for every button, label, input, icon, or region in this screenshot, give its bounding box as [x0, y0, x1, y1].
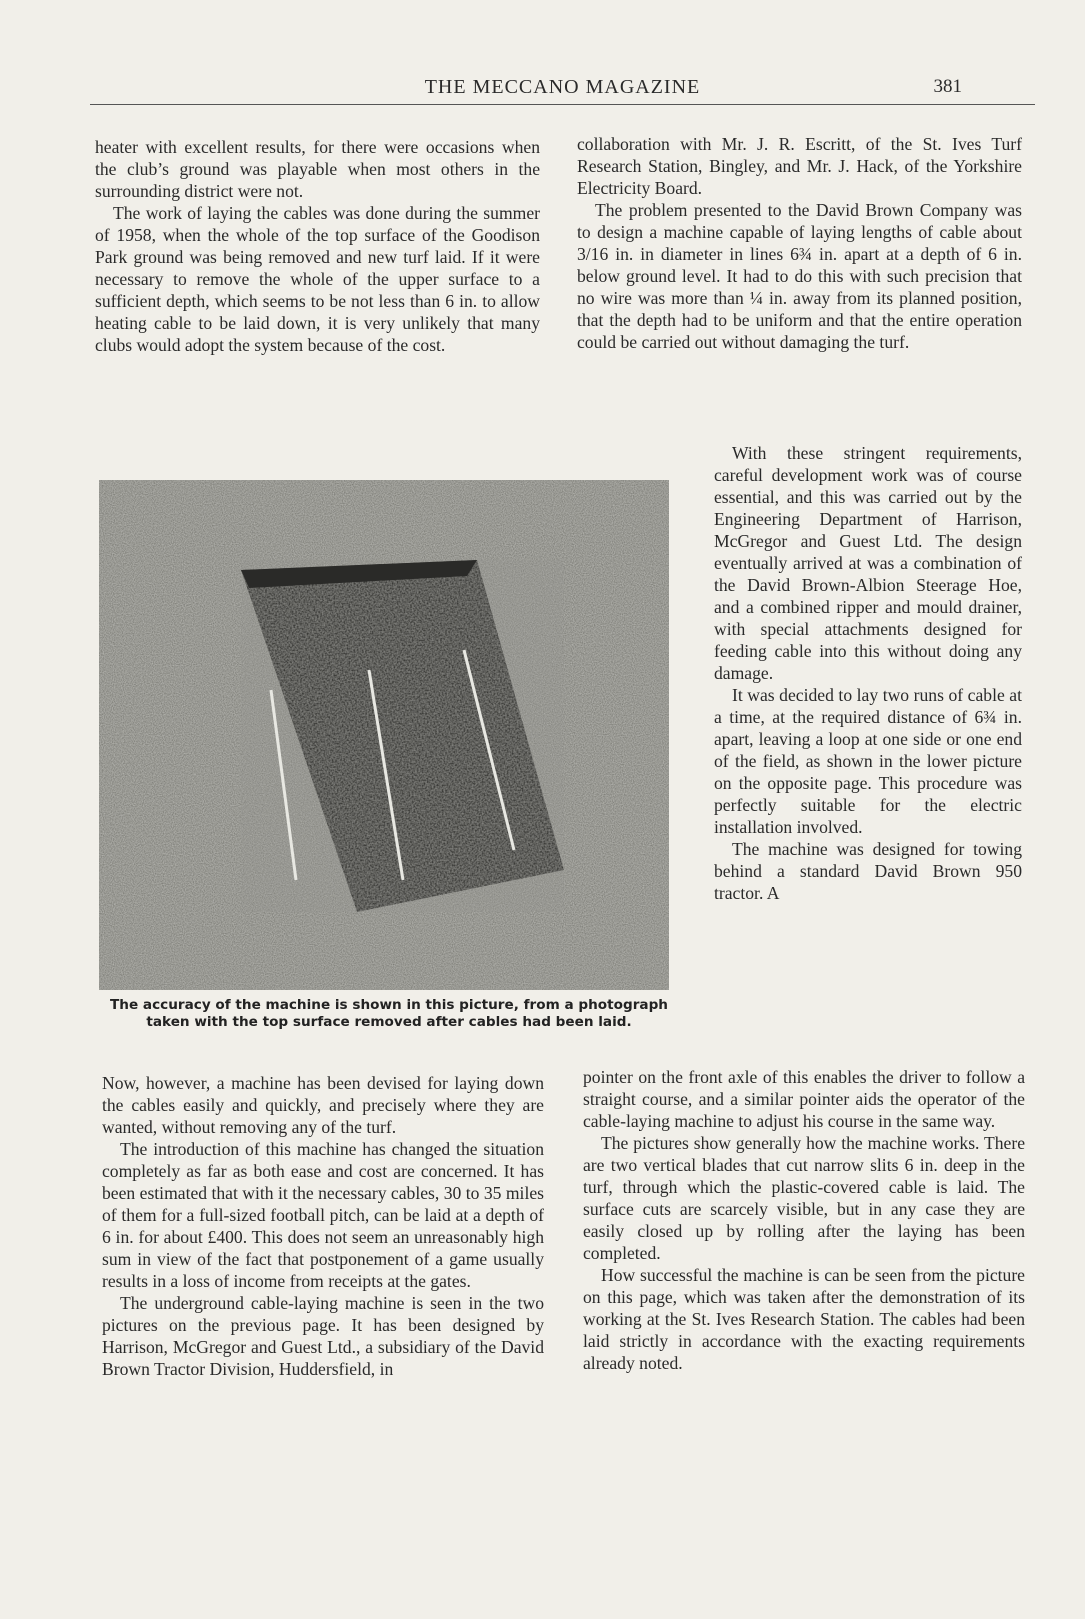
page-number: 381	[933, 76, 962, 97]
paragraph: The pictures show generally how the machine works. There are two vertical blades that cut narrow slits 6 in. deep in the turf, through which the plastic-covered cable is laid. The surface cuts are scarcely visible, but in any case they are easily closed up by rolling after the laying has been completed.	[583, 1133, 1025, 1263]
paragraph: heater with excellent results, for there were occasions when the club’s ground was playable when most others in the surrounding district were not.	[95, 137, 540, 201]
right-column-middle	[714, 442, 1022, 904]
paragraph: The problem presented to the David Brown Company was to design a machine capable of laying lengths of cable about 3/16 in. in diameter in lines 6¾ in. apart at a depth of 6 in. below ground level. It had to do this with such precision that no wire was more than ¼ in. away from its planned position, that the depth had to be uniform and that the entire operation could be carried out without damaging the turf.	[577, 200, 1022, 352]
paragraph: The introduction of this machine has changed the situation completely as far as both ease and cost are concerned. It has been estimated that with it the necessary cables, 30 to 35 miles of them for a full-sized football pitch, can be laid at a depth of 6 in. for about £400. This does not seem an unreasonably high sum in view of the fact that postponement of a game usually results in a loss of income from receipts at the gates.	[102, 1139, 544, 1291]
left-column-bottom	[102, 1072, 544, 1380]
caption-line: taken with the top surface removed after cables had been laid.	[146, 1014, 632, 1030]
paragraph: Now, however, a machine has been devised for laying down the cables easily and quickly, and precisely where they are wanted, without removing any of the turf.	[102, 1073, 544, 1137]
magazine-title: THE MECCANO MAGAZINE	[424, 76, 701, 98]
paragraph: The work of laying the cables was done during the summer of 1958, when the whole of the top surface of the Goodison Park ground was being removed and new turf laid. If it were necessary to remove the whole of the upper surface to a sufficient depth, which seems to be not less than 6 in. to allow heating cable to be laid down, it is very unlikely that many clubs would adopt the system because of the cost.	[95, 203, 540, 355]
page-header	[90, 74, 1035, 105]
paragraph: The underground cable-laying machine is seen in the two pictures on the previous page. It has been designed by Harrison, McGregor and Guest Ltd., a subsidiary of the David Brown Tractor Division, Huddersfield, in	[102, 1293, 544, 1379]
paragraph: The machine was designed for towing behind a standard David Brown 950 tractor. A	[714, 839, 1022, 903]
paragraph: With these stringent requirements, careful development work was of course essential, and this was carried out by the Engineering Department of Harrison, McGregor and Guest Ltd. The design eventually arrived at was a combination of the David Brown-Albion Steerage Hoe, and a combined ripper and mould drainer, with special attachments designed for feeding cable into this without doing any damage.	[714, 443, 1022, 683]
right-column-top	[577, 133, 1022, 353]
photo-illustration	[99, 480, 669, 990]
photo-caption	[99, 997, 679, 1031]
left-column-top	[95, 136, 540, 356]
paragraph: collaboration with Mr. J. R. Escritt, of the St. Ives Turf Research Station, Bingley, and Mr. J. Hack, of the Yorkshire Electricity Board.	[577, 134, 1022, 198]
right-column-bottom	[583, 1066, 1025, 1374]
turf-trench-photo	[99, 480, 669, 990]
paragraph: pointer on the front axle of this enables the driver to follow a straight course, and a similar pointer aids the operator of the cable-laying machine to adjust his course in the same way.	[583, 1067, 1025, 1131]
caption-line: The accuracy of the machine is shown in this picture, from a photograph	[110, 997, 668, 1013]
paragraph: How successful the machine is can be seen from the picture on this page, which was taken after the demonstration of its working at the St. Ives Research Station. The cables had been laid strictly in accordance with the exacting requirements already noted.	[583, 1265, 1025, 1373]
paragraph: It was decided to lay two runs of cable at a time, at the required distance of 6¾ in. apart, leaving a loop at one side or one end of the field, as shown in the lower picture on the opposite page. This procedure was perfectly suitable for the electric installation involved.	[714, 685, 1022, 837]
